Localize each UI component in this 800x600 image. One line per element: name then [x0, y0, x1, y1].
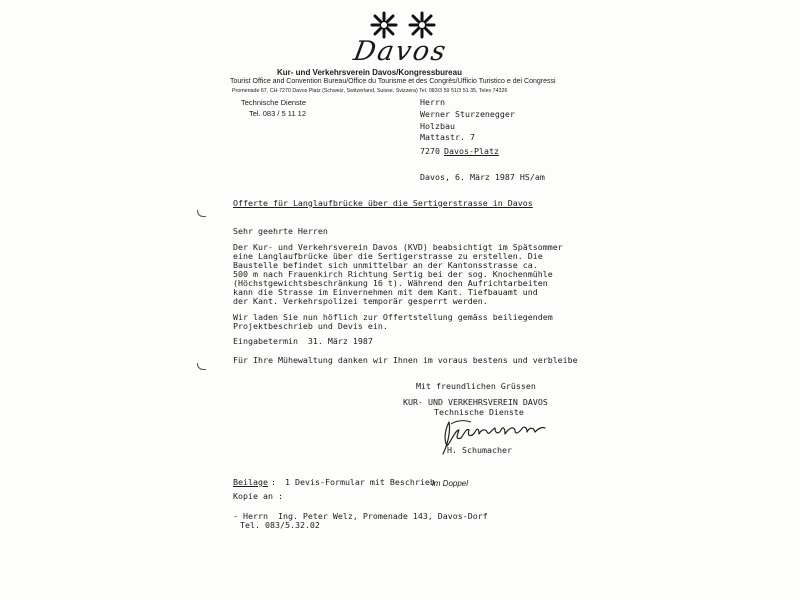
recipient-street: Mattastr. 7	[420, 132, 475, 142]
recipient-company: Holzbau	[420, 121, 455, 131]
body-line: Baustelle befindet sich unmittelbar an der Kantonsstrasse ca.	[233, 260, 538, 270]
enclosure-label: Beilage	[233, 477, 268, 487]
greeting: Sehr geehrte Herren	[233, 226, 328, 236]
signoff-org: KUR- UND VERKEHRSVEREIN DAVOS	[403, 397, 548, 407]
enclosure-text: 1 Devis-Formular mit Beschrieb	[285, 477, 435, 487]
recipient-postal-code: 7270	[420, 146, 440, 156]
body-line: 500 m nach Frauenkirch Richtung Sertig bei der sog. Knochenmühle	[233, 269, 553, 279]
recipient-city: Davos-Platz	[444, 146, 499, 156]
sender-phone: Tel. 083 / 5 11 12	[249, 109, 306, 118]
copies-label: Kopie an :	[233, 491, 283, 501]
body-line: (Höchstgewichtsbeschränkung 16 t). Während den Aufrichtarbeiten	[233, 278, 548, 288]
enclosure-handwritten-note: im Doppel	[432, 479, 469, 488]
copy-recipient: - Herrn Ing. Peter Welz, Promenade 143, Davos-Dorf	[233, 511, 488, 521]
body-line: Wir laden Sie nun höflich zur Offertstellung gemäss beiliegendem	[233, 312, 553, 322]
body-line: der Kant. Verkehrspolizei temporär gesperrt werden.	[233, 296, 488, 306]
body-line: kann die Strasse im Einvernehmen mit dem Kant. Tiefbauamt und	[233, 287, 538, 297]
org-name: Kur- und Verkehrsverein Davos/Kongressbureau	[277, 68, 462, 77]
subject-line: Offerte für Langlaufbrücke über die Sertigerstrasse in Davos	[233, 198, 533, 208]
closing-sentence: Für Ihre Mühewaltung danken wir Ihnen im voraus bestens und verbleibe	[233, 355, 578, 365]
davos-wordmark: Davos	[351, 36, 450, 67]
deadline-line: Eingabetermin 31. März 1987	[233, 336, 373, 346]
regards: Mit freundlichen Grüssen	[416, 381, 536, 391]
sender-department: Technische Dienste	[241, 98, 307, 107]
recipient-name: Werner Sturzenegger	[420, 109, 515, 119]
body-line: Projektbeschrieb und Devis ein.	[233, 321, 388, 331]
punch-mark-top	[197, 210, 206, 217]
signer-name: H. Schumacher	[447, 445, 512, 455]
recipient-salutation: Herrn	[420, 97, 445, 107]
signoff-department: Technische Dienste	[434, 407, 524, 417]
copy-phone: Tel. 083/5.32.02	[240, 520, 320, 530]
dateline: Davos, 6. März 1987 HS/am	[420, 172, 545, 182]
punch-mark-bottom	[197, 363, 206, 370]
enclosure-colon: :	[271, 477, 276, 487]
org-subtitle: Tourist Office and Convention Bureau/Office du Tourisme et des Congrès/Ufficio Turistico e dei Congressi	[230, 78, 556, 85]
body-line: eine Langlaufbrücke über die Sertigerstrasse zu erstellen. Die	[233, 251, 543, 261]
org-address: Promenade 67, CH-7270 Davos Platz (Schweiz, Switzerland, Suisse, Svizzera) Tel. 083/3 59 51/3 51 35, Telex 74326	[232, 88, 508, 94]
body-line: Der Kur- und Verkehrsverein Davos (KVD) beabsichtigt im Spätsommer	[233, 242, 563, 252]
